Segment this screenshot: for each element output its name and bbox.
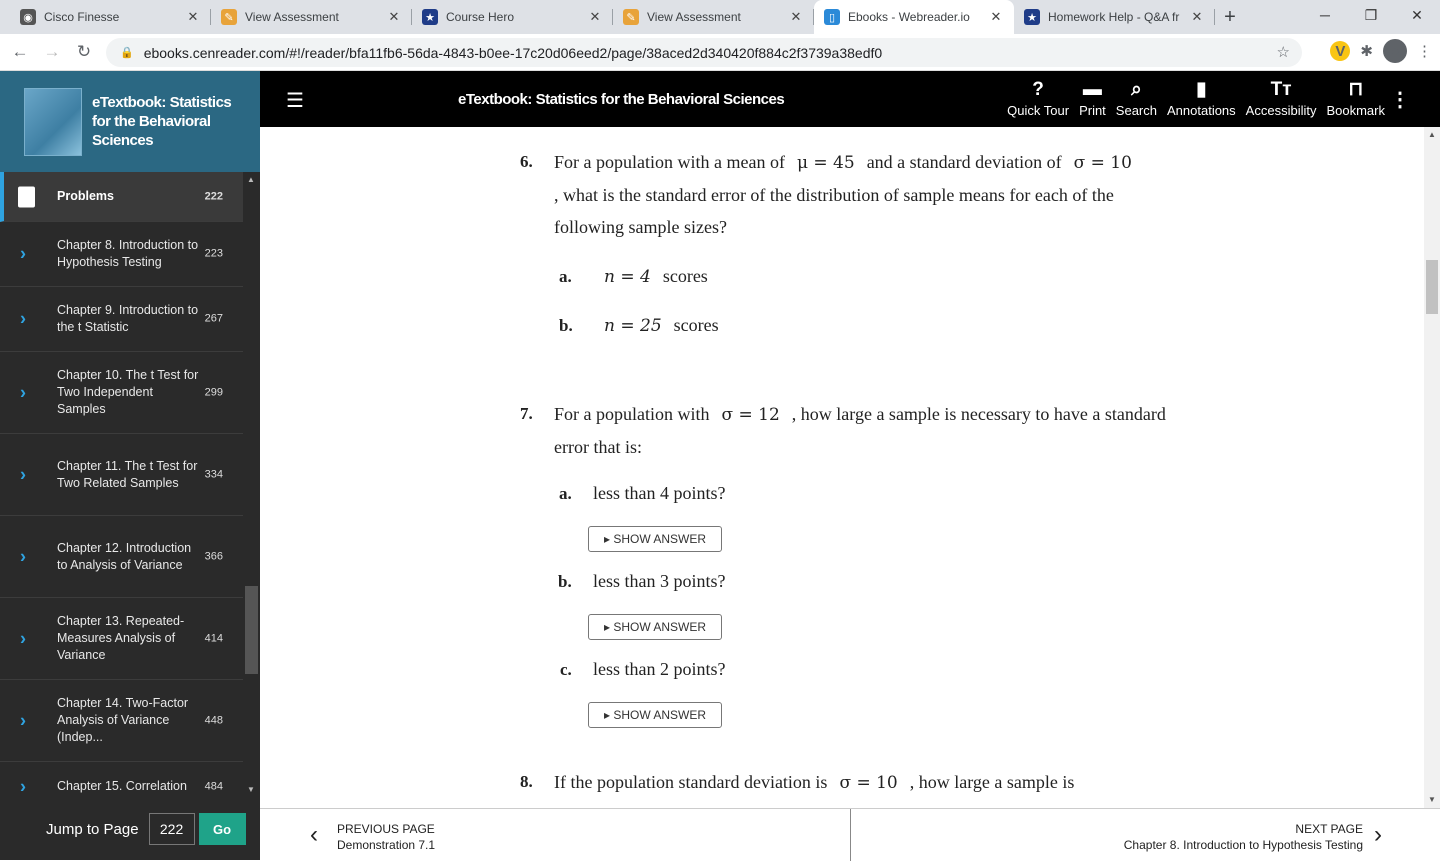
tool-label: Annotations: [1167, 103, 1236, 118]
printer-icon: ▬: [1082, 79, 1102, 100]
toc-item-page: 222: [204, 190, 223, 202]
reload-icon[interactable]: ↻: [76, 42, 92, 61]
toc-item-page: 414: [204, 632, 223, 644]
toc-item-chapter[interactable]: [0, 680, 243, 762]
tool-label: Search: [1115, 103, 1157, 118]
window-controls: [1302, 0, 1440, 30]
part-text: scores: [662, 266, 708, 286]
star-icon: ★: [1024, 9, 1040, 25]
minimize-button[interactable]: ─: [1320, 7, 1330, 23]
math-sigma: [722, 405, 780, 425]
text-size-icon: Tт: [1270, 79, 1292, 100]
show-answer-button[interactable]: ▸ SHOW ANSWER: [588, 702, 722, 728]
browser-tab[interactable]: [412, 0, 613, 34]
star-icon: ★: [422, 9, 438, 25]
chevron-right-icon[interactable]: ›: [1374, 821, 1382, 848]
question-text: , how large a sample is: [909, 772, 1075, 792]
question-6-text: [554, 146, 1174, 243]
footer-divider: [850, 809, 851, 861]
chevron-right-icon: ›: [20, 243, 26, 264]
content-scroll-thumb[interactable]: [1426, 260, 1438, 314]
profile-avatar[interactable]: ●: [1383, 39, 1407, 63]
browser-menu-icon[interactable]: ⋮: [1417, 43, 1432, 60]
sidebar-scrollbar[interactable]: [243, 172, 260, 798]
lock-icon: 🔒: [120, 47, 134, 59]
close-tab-icon[interactable]: ✕: [187, 9, 199, 24]
tab-title: Cisco Finesse: [44, 10, 120, 24]
question-8-text: [554, 766, 1174, 799]
part-a-text: [592, 266, 708, 287]
part-text: scores: [673, 315, 719, 335]
close-window-button[interactable]: ✕: [1411, 6, 1423, 23]
math-expr: σ = 10: [1073, 153, 1132, 173]
toc-item-chapter[interactable]: [0, 762, 243, 798]
tab-title: View Assessment: [647, 10, 741, 24]
part-b-text: [592, 315, 719, 336]
go-button[interactable]: Go: [199, 813, 246, 845]
book-title: eTextbook: Statistics for the Behavioral Sciences: [92, 94, 232, 149]
browser-tab[interactable]: [613, 0, 814, 34]
toc-item-page: 267: [204, 312, 223, 325]
extensions-puzzle-icon[interactable]: ✱: [1360, 43, 1373, 60]
bookmark-star-icon[interactable]: ☆: [1276, 44, 1290, 61]
toc-item-page: 334: [204, 468, 223, 480]
question-number: 6.: [520, 152, 533, 171]
math-sigma: [839, 773, 897, 793]
question-text: For a population with a mean of: [554, 152, 785, 172]
browser-tab-bar: [0, 0, 1440, 34]
toc-item-page: 299: [204, 386, 223, 398]
question-text: and a standard deviation of: [866, 152, 1062, 172]
toc-item-chapter[interactable]: [0, 434, 243, 516]
scroll-up-arrow-icon[interactable]: ▲: [247, 175, 255, 184]
pencil-icon: ✎: [623, 9, 639, 25]
jump-to-page: [0, 798, 260, 860]
prev-title: Demonstration 7.1: [337, 838, 436, 852]
toc-item-page: 223: [204, 247, 223, 260]
back-arrow-icon[interactable]: ←: [11, 42, 29, 61]
toolbar-extensions: [1330, 39, 1432, 63]
help-circle-icon: ?: [1032, 79, 1044, 100]
toc-item-chapter[interactable]: [0, 287, 243, 352]
annotations-button[interactable]: [1162, 77, 1241, 118]
accessibility-button[interactable]: [1241, 77, 1322, 118]
url-text: ebooks.cenreader.com/#!/reader/bfa11fb6-56da-4843-b0ee-17c20d06eed2/page/38aced2d340420f884c2f3739a38edf0: [143, 44, 883, 61]
document-icon: [18, 186, 35, 207]
toc-item-chapter[interactable]: [0, 222, 243, 287]
part-b-text: less than 3 points?: [593, 571, 726, 591]
tab-title: Course Hero: [446, 10, 515, 24]
address-bar[interactable]: [106, 38, 1302, 67]
toc-item-label: Chapter 13. Repeated-Measures Analysis of Variance: [57, 614, 185, 662]
toc-item-label: Chapter 14. Two-Factor Analysis of Variance (Indep...: [57, 696, 189, 744]
tab-title: View Assessment: [245, 10, 339, 24]
quick-tour-button[interactable]: [1002, 77, 1074, 118]
extension-v-icon[interactable]: V: [1330, 41, 1350, 61]
chevron-left-icon[interactable]: ‹: [310, 821, 318, 848]
chevron-right-icon: ›: [20, 308, 26, 329]
browser-tab[interactable]: [10, 0, 211, 34]
close-tab-icon[interactable]: ✕: [1191, 9, 1203, 24]
jump-label: Jump to Page: [46, 820, 139, 838]
search-button[interactable]: [1111, 77, 1162, 118]
toc-item-page: 366: [204, 550, 223, 562]
part-label: b.: [558, 572, 572, 591]
new-tab-button[interactable]: +: [1224, 5, 1236, 28]
tab-title: Homework Help - Q&A fr: [1048, 10, 1180, 24]
reader-content: [260, 127, 1424, 808]
math-expr: n = 4: [604, 267, 651, 287]
reader-topbar: [260, 71, 1440, 127]
math-mu: [797, 153, 855, 173]
toc-item-page: 484: [204, 780, 223, 792]
cisco-icon: ◉: [20, 9, 36, 25]
tab-separator: [1214, 9, 1215, 25]
print-button[interactable]: [1074, 77, 1111, 118]
chevron-right-icon: ›: [20, 710, 26, 730]
toc-list: [0, 172, 243, 798]
scroll-up-arrow-icon[interactable]: ▲: [1428, 130, 1436, 139]
scroll-down-arrow-icon[interactable]: ▼: [1428, 795, 1436, 804]
browser-tab[interactable]: [1014, 0, 1215, 34]
close-tab-icon[interactable]: ✕: [790, 9, 802, 24]
question-text: If the population standard deviation is: [554, 772, 828, 792]
notebook-icon: ▮: [1196, 79, 1207, 100]
question-number: 7.: [520, 404, 533, 423]
toc-sidebar: [0, 71, 260, 860]
show-answer-button[interactable]: ▸ SHOW ANSWER: [588, 526, 722, 552]
tool-label: Print: [1079, 103, 1106, 118]
part-a-text: less than 4 points?: [593, 483, 726, 503]
close-tab-icon[interactable]: ✕: [388, 9, 400, 24]
toc-item-label: Chapter 8. Introduction to Hypothesis Testing: [57, 238, 199, 269]
question-text: , how large a sample is necessary to have a standard error that is:: [554, 404, 1166, 457]
show-answer-button[interactable]: ▸ SHOW ANSWER: [588, 614, 722, 640]
toc-item-label: Chapter 11. The t Test for Two Related Samples: [57, 458, 198, 490]
reader-title: eTextbook: Statistics for the Behavioral Sciences: [458, 91, 785, 108]
reader-tools: [1002, 77, 1390, 118]
chevron-right-icon: ›: [20, 546, 26, 566]
next-title: Chapter 8. Introduction to Hypothesis Testing: [1123, 838, 1363, 852]
part-c-text: less than 2 points?: [593, 659, 726, 679]
math-expr: μ = 45: [796, 153, 855, 173]
toc-item-page: 448: [204, 714, 223, 726]
math-sigma: [1074, 153, 1132, 173]
close-tab-icon[interactable]: ✕: [990, 9, 1002, 24]
chevron-right-icon: ›: [20, 628, 26, 648]
search-icon: ⌕: [1131, 79, 1142, 100]
tab-strip: [10, 0, 1215, 34]
question-7-text: [554, 398, 1174, 463]
book-icon: ▯: [824, 9, 840, 25]
toc-item-chapter[interactable]: [0, 516, 243, 598]
toc-item-label: Chapter 12. Introduction to Analysis of Variance: [57, 540, 192, 572]
next-page-link[interactable]: [1124, 821, 1363, 853]
collapse-menu-icon[interactable]: ☰: [286, 90, 304, 112]
toc-item-label: Chapter 15. Correlation: [57, 779, 187, 793]
toc-item-chapter[interactable]: [0, 352, 243, 434]
forward-arrow-icon[interactable]: →: [43, 42, 61, 61]
scroll-down-arrow-icon[interactable]: ▼: [247, 785, 255, 794]
toc-item-label: Chapter 10. The t Test for Two Independent Samples: [57, 368, 199, 416]
more-options-icon[interactable]: ⋮: [1390, 89, 1410, 111]
next-label: NEXT PAGE: [1295, 822, 1363, 836]
toc-item-label: Problems: [57, 189, 114, 203]
restore-button[interactable]: ❐: [1364, 6, 1378, 23]
question-text: , what is the standard error of the distribution of sample means for each of the following sample sizes?: [554, 185, 1114, 237]
question-number: 8.: [520, 772, 533, 791]
part-label: b.: [559, 316, 573, 335]
math-expr: σ = 12: [721, 405, 780, 425]
browser-tab[interactable]: [211, 0, 412, 34]
part-label: c.: [560, 660, 572, 679]
part-label: a.: [559, 484, 572, 503]
toc-item-chapter[interactable]: [0, 598, 243, 680]
prev-label: PREVIOUS PAGE: [337, 822, 435, 836]
tool-label: Quick Tour: [1007, 103, 1070, 118]
chevron-right-icon: ›: [20, 776, 26, 796]
question-text: For a population with: [554, 404, 710, 424]
toc-item-problems[interactable]: [0, 172, 243, 222]
page-navigation-footer: [260, 808, 1440, 860]
browser-toolbar: [0, 34, 1440, 71]
tool-label: Accessibility: [1245, 103, 1317, 118]
tab-title: Ebooks - Webreader.io: [848, 10, 970, 24]
book-header: [0, 71, 260, 172]
close-tab-icon[interactable]: ✕: [589, 9, 601, 24]
pencil-icon: ✎: [221, 9, 237, 25]
math-expr: n = 25: [604, 316, 662, 336]
tool-label: Bookmark: [1326, 103, 1385, 118]
chevron-right-icon: ›: [20, 382, 26, 402]
sidebar-scroll-thumb[interactable]: [245, 586, 258, 674]
book-cover: [24, 88, 82, 156]
previous-page-link[interactable]: [337, 821, 435, 853]
chevron-right-icon: ›: [20, 464, 26, 484]
bookmark-button[interactable]: [1321, 77, 1390, 118]
browser-tab[interactable]: [814, 0, 1014, 34]
toc-item-label: Chapter 9. Introduction to the t Statistic: [57, 303, 199, 334]
math-expr: σ = 10: [839, 773, 898, 793]
part-label: a.: [559, 267, 572, 286]
jump-page-input[interactable]: [149, 813, 195, 845]
bookmark-icon: ⊓: [1348, 79, 1364, 100]
content-scrollbar[interactable]: [1424, 127, 1440, 808]
